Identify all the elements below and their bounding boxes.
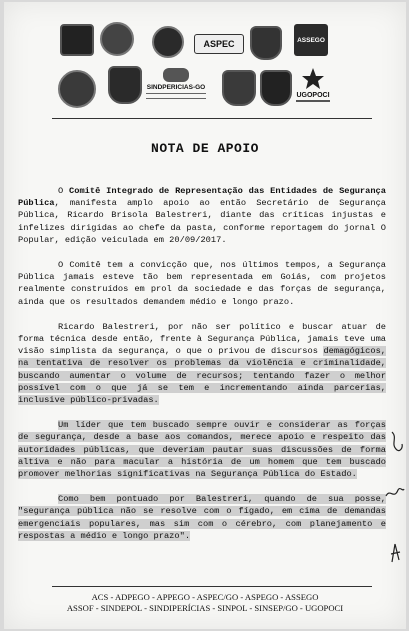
appego-logo xyxy=(152,26,184,58)
sindepol-logo xyxy=(108,66,142,104)
paragraph-3: Ricardo Balestreri, por não ser político e buscar atuar de forma técnica desde então, frente à Segurança Pública, jamais teve uma visão simplista da segurança, o que o privou de discursos demagógicos, na tentativa de resolver os problemas da violência e criminalidade, buscando aumentar o volume de recursos; tentando fazer o melhor possível com o que já se tem e incrementando ainda parcerias, inclusive público-privadas. xyxy=(18,321,386,406)
document-body xyxy=(18,185,386,555)
document-page xyxy=(4,2,406,629)
footer-line-2: ASSOF - SINDEPOL - SINDIPERÍCIAS - SINPOL - SINSEP/GO - UGOPOCI xyxy=(66,603,344,613)
acs-logo xyxy=(60,24,94,56)
paragraph-5: Como bem pontuado por Balestreri, quando de sua posse, "segurança pública não se resolve com o fígado, em cima de demandas emergenciais populares, mas sim com o cérebro, com planejamento e respostas a médio e longo prazo". xyxy=(18,494,386,541)
footer-entities xyxy=(4,592,406,614)
ugopoci-logo: UGOPOCI xyxy=(296,66,330,102)
footer-rule xyxy=(52,586,372,587)
document-title: NOTA DE APOIO xyxy=(151,141,259,156)
sindipericias-logo: SINDPERICIAS-GO xyxy=(146,68,206,99)
paragraph-4: Um líder que tem buscado sempre ouvir e considerar as forças de segurança, desde a base aos comandos, merece apoio e respeito das autoridades públicas, que deveriam pautar suas discussões de forma altiva e não para macular a história de um homem que tem buscado promover melhorias significativas na Segurança Pública do Estado. xyxy=(18,420,386,480)
adpego-logo xyxy=(100,22,134,56)
sinpol-logo xyxy=(222,70,256,106)
paragraph-2: O Comitê tem a convicção que, nos últimos tempos, a Segurança Pública jamais esteve tão bem representada em Goiás, com projetos realmente construídos em prol da sociedade e das forças de segurança, ainda que os resultados demandem médio e longo prazo. xyxy=(18,260,386,307)
signature-mark-3 xyxy=(386,542,404,566)
signature-mark-2 xyxy=(384,484,406,502)
entity-logos xyxy=(52,16,372,116)
paragraph-1: O Comitê Integrado de Representação das Entidades de Segurança Pública, manifesta amplo apoio ao então Secretário de Segurança Pública, Ricardo Brisola Balestreri, diante das críticas injustas e infelizes dirigidas ao chefe da pasta, conforme reportagem do jornal O Popular, edição veiculada em 20/09/2017. xyxy=(18,186,386,245)
footer-line-1: ACS - ADPEGO - APPEGO - ASPEC/GO - ASPEGO - ASSEGO xyxy=(91,592,319,602)
sinsep-logo xyxy=(260,70,292,106)
assego-logo: ASSEGO xyxy=(294,24,328,56)
signature-mark-1 xyxy=(388,430,406,454)
header-rule xyxy=(52,118,372,119)
aspec-logo: ASPEC xyxy=(194,34,244,54)
assof-logo xyxy=(58,70,96,108)
ugopoci-star-icon xyxy=(300,66,326,92)
aspego-logo xyxy=(250,26,282,60)
